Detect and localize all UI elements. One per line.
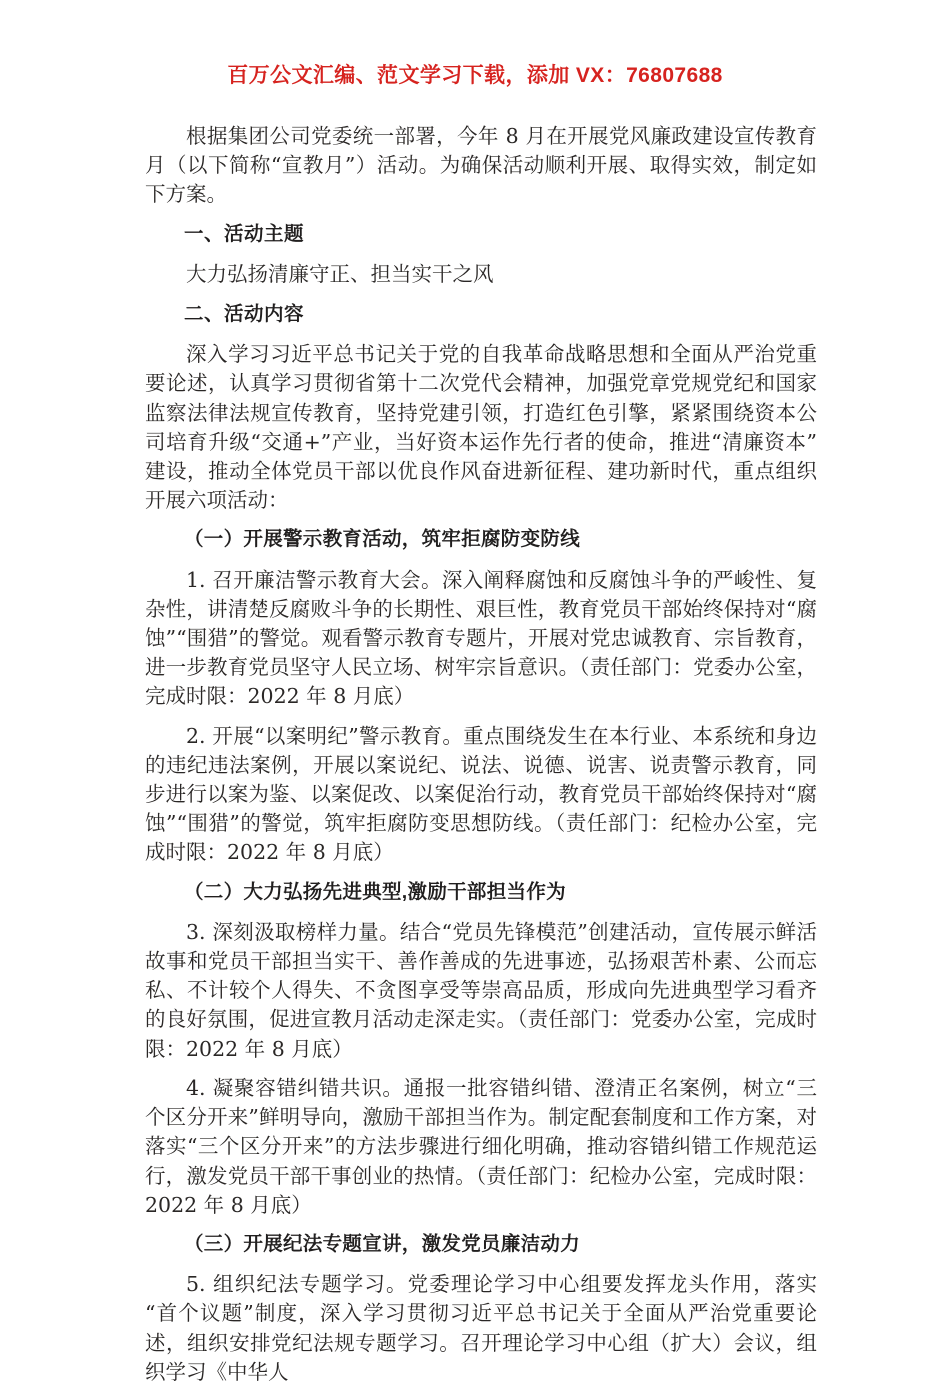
promo-banner: 百万公文汇编、范文学习下载，添加 VX：76807688 (227, 64, 723, 87)
section-2-heading: 二、活动内容 (184, 303, 305, 326)
item-2: 2. 开展“以案明纪”警示教育。重点围绕发生在本行业、本系统和身边的违纪违法案例，开展以案说纪、说法、说德、说害、说责警示教育，同步进行以案为鉴、以案促改、以案促治行动，教育党员干部始终保持对“腐蚀”“围猎”的警觉，筑牢拒腐防变思想防线。（责任部门：纪检办公室，完成时限：2022 年 8 月底） (145, 723, 817, 865)
subsection-3-heading: （三）开展纪法专题宣讲，激发党员廉洁动力 (184, 1232, 581, 1255)
item-3: 3. 深刻汲取榜样力量。结合“党员先锋模范”创建活动，宣传展示鲜活故事和党员干部担当实干、善作善成的先进事迹，弘扬艰苦朴素、公而忘私、不计较个人得失、不贪图享受等崇高品质，形成向先进典型学习看齐的良好氛围，促进宣教月活动走深走实。（责任部门：党委办公室，完成时限：2022 年 8 月底） (145, 919, 817, 1061)
section-2-intro: 深入学习习近平总书记关于党的自我革命战略思想和全面从严治党重要论述，认真学习贯彻省第十二次党代会精神，加强党章党规党纪和国家监察法律法规宣传教育，坚持党建引领，打造红色引擎，紧紧围绕资本公司培育升级“交通+”产业，当好资本运作先行者的使命，推进“清廉资本”建设，推动全体党员干部以优良作风奋进新征程、建功新时代，重点组织开展六项活动： (145, 342, 817, 513)
document-body (145, 122, 817, 1397)
section-1-heading: 一、活动主题 (184, 222, 305, 245)
subsection-1-heading: （一）开展警示教育活动，筑牢拒腐防变防线 (184, 528, 581, 551)
item-5: 5. 组织纪法专题学习。党委理论学习中心组要发挥龙头作用，落实“首个议题”制度，深入学习贯彻习近平总书记关于全面从严治党重要论述，组织安排党纪法规专题学习。召开理论学习中心组（扩大）会议，组织学习《中华人 (145, 1272, 817, 1384)
item-1: 1. 召开廉洁警示教育大会。深入阐释腐蚀和反腐蚀斗争的严峻性、复杂性，讲清楚反腐败斗争的长期性、艰巨性，教育党员干部始终保持对“腐蚀”“围猎”的警觉。观看警示教育专题片，开展对党忠诚教育、宗旨教育，进一步教育党员坚守人民立场、树牢宗旨意识。（责任部门：党委办公室，完成时限：2022 年 8 月底） (145, 567, 817, 709)
subsection-2-heading: （二）大力弘扬先进典型,激励干部担当作为 (184, 880, 566, 903)
section-1-theme: 大力弘扬清廉守正、担当实干之风 (186, 261, 494, 286)
item-4: 4. 凝聚容错纠错共识。通报一批容错纠错、澄清正名案例，树立“三个区分开来”鲜明导向，激励干部担当作为。制定配套制度和工作方案，对落实“三个区分开来”的方法步骤进行细化明确，推动容错纠错工作规范运行，激发党员干部干事创业的热情。（责任部门：纪检办公室，完成时限：2022 年 8 月底） (145, 1075, 817, 1217)
intro: 根据集团公司党委统一部署，今年 8 月在开展党风廉政建设宣传教育月（以下简称“宣教月”）活动。为确保活动顺利开展、取得实效，制定如下方案。 (145, 124, 817, 207)
